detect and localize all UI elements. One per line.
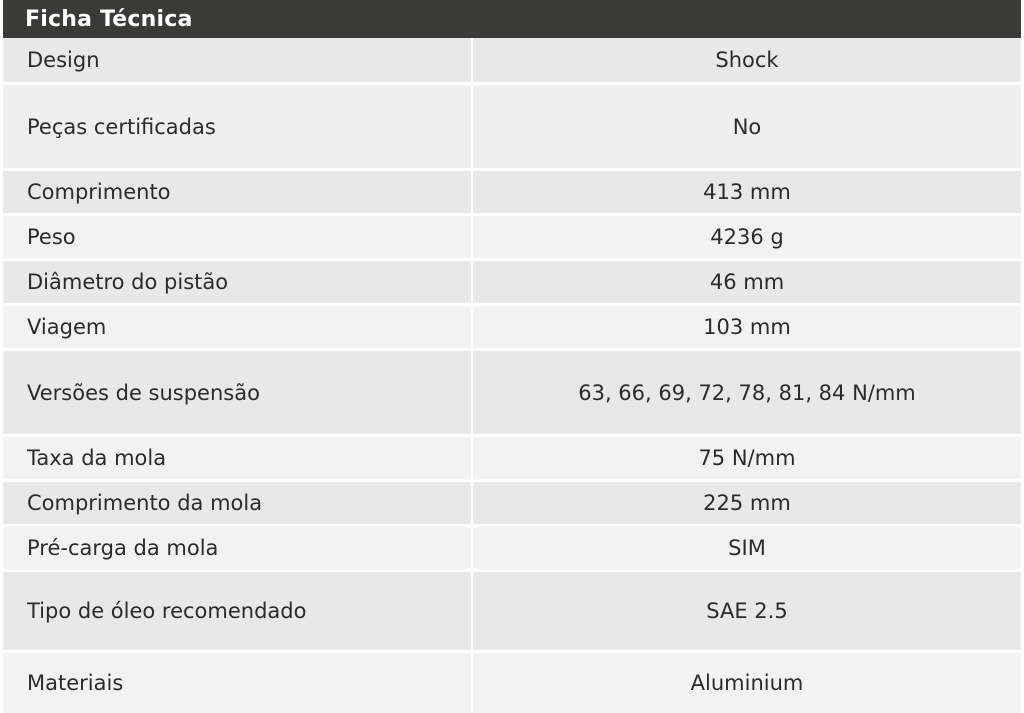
spec-label: Versões de suspensão: [3, 351, 473, 434]
spec-value: SIM: [728, 536, 766, 560]
spec-value: 46 mm: [709, 270, 785, 294]
table-row: [3, 261, 1021, 303]
spec-value: 103 mm: [703, 315, 791, 339]
spec-label: Peças certificadas: [3, 85, 473, 168]
table-row: [3, 482, 1021, 524]
table-row: [3, 85, 1021, 168]
table-row: [3, 351, 1021, 434]
table-row: [3, 216, 1021, 258]
spec-value: Shock: [715, 48, 779, 72]
spec-value: 413 mm: [703, 180, 791, 204]
spec-value: SAE 2.5: [706, 599, 788, 623]
table-row: [3, 527, 1021, 569]
spec-label: Viagem: [3, 306, 473, 348]
spec-value: 225 mm: [703, 491, 791, 515]
sheet-title-bar: [3, 0, 1021, 38]
spec-label: Materiais: [3, 653, 473, 713]
table-row: [3, 38, 1021, 82]
table-row: [3, 306, 1021, 348]
table-row: [3, 572, 1021, 650]
spec-value: 63, 66, 69, 72, 78, 81, 84 N/mm: [578, 380, 916, 405]
spec-label: Peso: [3, 216, 473, 258]
spec-label: Diâmetro do pistão: [3, 261, 473, 303]
spec-label: Design: [3, 38, 473, 82]
spec-value: 4236 g: [710, 225, 784, 249]
table-row: [3, 653, 1021, 713]
table-row: [3, 437, 1021, 479]
spec-table: [3, 38, 1021, 713]
spec-value: No: [732, 114, 762, 139]
spec-label: Tipo de óleo recomendado: [3, 572, 473, 650]
page-title: Ficha Técnica: [25, 6, 193, 32]
spec-label: Comprimento da mola: [3, 482, 473, 524]
spec-value: Aluminium: [690, 671, 804, 695]
table-row: [3, 171, 1021, 213]
spec-value: 75 N/mm: [698, 446, 796, 470]
spec-label: Pré-carga da mola: [3, 527, 473, 569]
spec-label: Comprimento: [3, 171, 473, 213]
spec-label: Taxa da mola: [3, 437, 473, 479]
